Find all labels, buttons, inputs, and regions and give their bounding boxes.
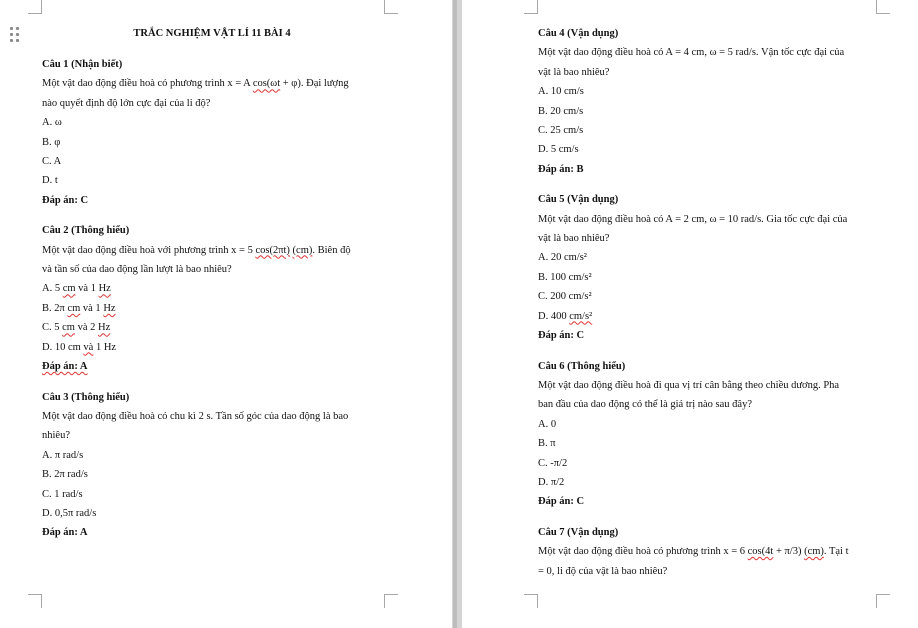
question-5-stem-line1: Một vật dao động điều hoà có A = 2 cm, ω = 10 rad/s. Gia tốc cực đại của: [538, 213, 848, 225]
question-2-stem-line2: và tần số của dao động lần lượt là bao nhiêu?: [42, 264, 232, 276]
corner-mark-bottom-right: [876, 594, 890, 608]
option-a: A. ω: [42, 117, 62, 129]
question-5-heading: Câu 5 (Vận dụng): [538, 194, 619, 206]
option-text: C. 5: [42, 322, 63, 334]
option-text: A. 5: [42, 283, 63, 295]
right-column: [538, 24, 849, 581]
drag-handle-icon[interactable]: [10, 27, 22, 43]
document-title: TRẮC NGHIỆM VẬT LÍ 11 BÀI 4: [133, 28, 291, 39]
option-b: B. 20 cm/s: [538, 105, 584, 117]
option-b: B. 100 cm/s²: [538, 271, 592, 283]
stem-text: . Biên độ: [312, 244, 351, 256]
option-d: [42, 338, 351, 357]
spellcheck-text: (cm): [804, 546, 824, 558]
question-7-stem-line1: [538, 542, 849, 561]
question-6-stem-line1: Một vật dao động điều hoà đi qua vị trí cân bằng theo chiều dương. Pha: [538, 379, 840, 391]
option-a: A. π rad/s: [42, 449, 84, 461]
spellcheck-text: Hz: [98, 322, 111, 334]
spellcheck-text: (cm): [292, 244, 313, 256]
document-page-right: [462, 0, 918, 628]
stem-text: Một vật dao động điều hoà có phương trình x = 6: [538, 546, 748, 558]
option-a: A. 0: [538, 418, 557, 430]
option-c: C. -π/2: [538, 457, 568, 469]
stem-text: + φ). Đại lượng: [280, 78, 349, 90]
corner-mark-bottom-left: [524, 594, 538, 608]
spellcheck-text: cm: [67, 302, 81, 314]
question-1-answer: Đáp án: C: [42, 194, 89, 206]
option-d: [538, 307, 849, 326]
question-5-stem-line2: vật là bao nhiêu?: [538, 233, 610, 245]
corner-mark-top-right: [384, 0, 398, 14]
spellcheck-text: cm: [62, 283, 76, 295]
document-page-left: [0, 0, 452, 628]
option-c: [42, 318, 351, 337]
question-3-answer: Đáp án: A: [42, 527, 88, 539]
question-3-stem-line2: nhiêu?: [42, 430, 70, 442]
option-c: C. A: [42, 156, 62, 168]
spellcheck-text: cos(ωt: [252, 78, 281, 90]
spellcheck-text: cos(2πt): [255, 244, 290, 256]
option-b: B. 2π rad/s: [42, 469, 88, 481]
spellcheck-text: và: [83, 341, 94, 353]
question-5-answer: Đáp án: C: [538, 330, 585, 342]
question-4-answer: Đáp án: B: [538, 163, 584, 175]
option-a: A. 20 cm/s²: [538, 252, 587, 264]
option-a: [42, 279, 351, 298]
stem-text: Một vật dao động điều hoà với phương trình x = 5: [42, 244, 256, 256]
option-b: [42, 299, 351, 318]
question-1-stem-line1: [42, 74, 351, 93]
stem-text: . Tại t: [823, 546, 849, 558]
question-4-heading: Câu 4 (Vận dụng): [538, 28, 619, 39]
spellcheck-text: cos(4t: [747, 546, 774, 558]
stem-text: + π/3): [773, 546, 805, 558]
stem-text: Một vật dao động điều hoà có phương trình x = A: [42, 78, 253, 90]
question-4-stem-line2: vật là bao nhiêu?: [538, 66, 610, 78]
option-text: và 1: [75, 283, 99, 295]
option-b: B. π: [538, 438, 556, 450]
spellcheck-text: Hz: [103, 302, 116, 314]
option-d: D. 0,5π rad/s: [42, 507, 97, 519]
option-text: 1 Hz: [93, 341, 117, 353]
option-d: D. t: [42, 175, 58, 187]
question-2-answer: [42, 357, 351, 376]
corner-mark-top-left: [524, 0, 538, 14]
option-text: B. 2π: [42, 302, 68, 314]
question-1-stem-line2: nào quyết định độ lớn cực đại của li độ?: [42, 97, 211, 109]
question-6-answer: Đáp án: C: [538, 496, 585, 508]
spellcheck-text: cm/s²: [569, 310, 593, 322]
page-edge-shadow: [453, 0, 457, 628]
corner-mark-top-left: [28, 0, 42, 14]
question-2-stem-line1: [42, 241, 351, 260]
question-7-heading: Câu 7 (Vận dụng): [538, 526, 619, 538]
option-c: C. 25 cm/s: [538, 125, 584, 137]
question-3-stem-line1: Một vật dao động điều hoà có chu kì 2 s. Tần số góc của dao động là bao: [42, 410, 349, 422]
corner-mark-bottom-right: [384, 594, 398, 608]
corner-mark-top-right: [876, 0, 890, 14]
spellcheck-text: cm: [62, 322, 75, 334]
option-d: D. 5 cm/s: [538, 144, 579, 156]
option-text: và 1: [80, 302, 104, 314]
question-7-stem-line2: = 0, li độ của vật là bao nhiêu?: [538, 565, 668, 577]
question-4-stem-line1: Một vật dao động điều hoà có A = 4 cm, ω = 5 rad/s. Vận tốc cực đại của: [538, 47, 845, 59]
option-text: D. 10 cm: [42, 341, 84, 353]
question-1-heading: Câu 1 (Nhận biết): [42, 59, 123, 70]
question-3-heading: Câu 3 (Thông hiểu): [42, 391, 130, 403]
option-a: A. 10 cm/s: [538, 86, 584, 98]
option-text: và 2: [74, 322, 99, 334]
option-b: B. φ: [42, 136, 61, 148]
option-text: D. 400: [538, 310, 570, 322]
option-c: C. 200 cm/s²: [538, 291, 592, 303]
option-c: C. 1 rad/s: [42, 488, 83, 500]
question-2-heading: Câu 2 (Thông hiểu): [42, 225, 130, 237]
option-d: D. π/2: [538, 476, 565, 488]
answer-text: Đáp án: A: [42, 361, 88, 373]
question-6-heading: Câu 6 (Thông hiểu): [538, 360, 626, 372]
corner-mark-bottom-left: [28, 594, 42, 608]
question-6-stem-line2: ban đầu của dao động có thể là giá trị nào sau đây?: [538, 399, 753, 411]
left-column: [42, 55, 351, 543]
spellcheck-text: Hz: [98, 283, 111, 295]
